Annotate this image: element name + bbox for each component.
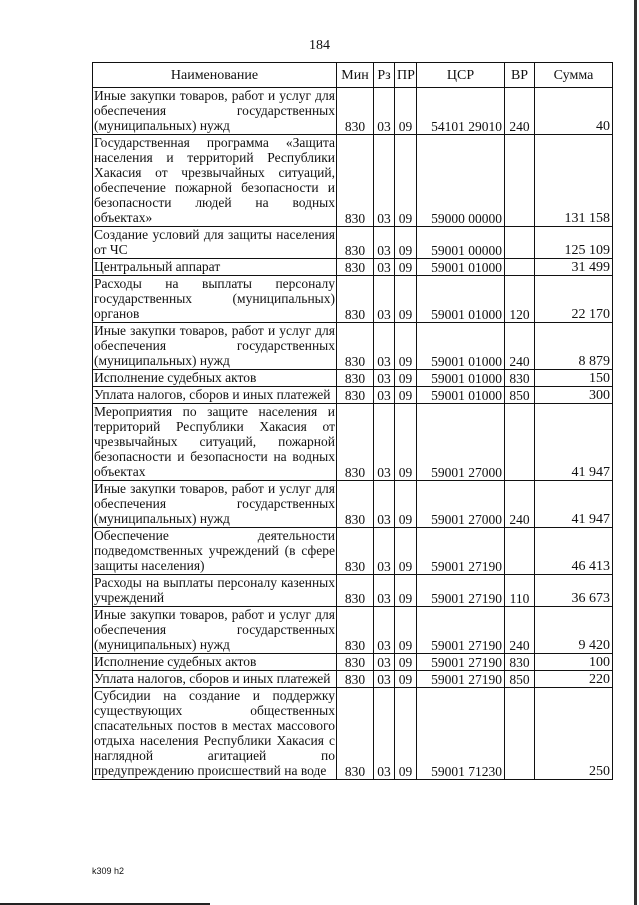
table-row xyxy=(93,370,613,387)
cell-sum: 250 xyxy=(535,688,613,780)
cell-rz: 03 xyxy=(374,387,395,404)
cell-sum: 9 420 xyxy=(535,607,613,654)
cell-sum: 31 499 xyxy=(535,259,613,276)
cell-name: Расходы на выплаты персоналу государственных (муниципальных) органов xyxy=(94,276,335,321)
cell-rz: 03 xyxy=(374,481,395,528)
cell-name: Создание условий для защиты населения от ЧС xyxy=(94,227,335,257)
cell-sum: 46 413 xyxy=(535,528,613,575)
cell-vr xyxy=(505,404,535,481)
cell-name: Мероприятия по защите населения и территорий Республики Хакасия от чрезвычайных ситуаций, пожарной безопасности и безопасности на водных объектах xyxy=(94,404,335,479)
budget-table xyxy=(92,62,613,780)
table-row xyxy=(93,404,613,481)
cell-pr: 09 xyxy=(395,135,417,227)
cell-vr: 110 xyxy=(505,575,535,607)
cell-sum: 131 158 xyxy=(535,135,613,227)
table-row xyxy=(93,688,613,780)
cell-vr xyxy=(505,259,535,276)
cell-min: 830 xyxy=(337,654,374,671)
cell-vr xyxy=(505,528,535,575)
cell-pr: 09 xyxy=(395,370,417,387)
cell-vr: 830 xyxy=(505,654,535,671)
header-csr: ЦСР xyxy=(417,63,505,88)
cell-name: Иные закупки товаров, работ и услуг для обеспечения государственных (муниципальных) нужд xyxy=(94,323,335,368)
cell-csr: 59001 27190 xyxy=(417,654,505,671)
cell-min: 830 xyxy=(337,481,374,528)
cell-vr: 240 xyxy=(505,88,535,135)
cell-vr xyxy=(505,227,535,259)
header-rz: Рз xyxy=(374,63,395,88)
table-row xyxy=(93,323,613,370)
cell-rz: 03 xyxy=(374,259,395,276)
cell-min: 830 xyxy=(337,671,374,688)
header-min: Мин xyxy=(337,63,374,88)
cell-sum: 300 xyxy=(535,387,613,404)
page-number: 184 xyxy=(309,38,330,53)
cell-pr: 09 xyxy=(395,259,417,276)
cell-name: Государственная программа «Защита населения и территорий Республики Хакасия от чрезвычайных ситуаций, обеспечение пожарной безопасности и безопасности людей на водных объектах» xyxy=(94,135,335,225)
cell-sum: 125 109 xyxy=(535,227,613,259)
cell-sum: 41 947 xyxy=(535,481,613,528)
cell-csr: 59001 27190 xyxy=(417,671,505,688)
cell-name: Обеспечение деятельности подведомственных учреждений (в сфере защиты населения) xyxy=(94,528,335,573)
cell-min: 830 xyxy=(337,370,374,387)
cell-pr: 09 xyxy=(395,276,417,323)
cell-vr: 850 xyxy=(505,671,535,688)
cell-name: Исполнение судебных актов xyxy=(93,370,337,387)
cell-pr: 09 xyxy=(395,323,417,370)
table-row xyxy=(93,88,613,135)
document-code: k309 h2 xyxy=(92,866,125,876)
cell-min: 830 xyxy=(337,607,374,654)
table-row xyxy=(93,671,613,688)
cell-sum: 150 xyxy=(535,370,613,387)
cell-csr: 59001 00000 xyxy=(417,227,505,259)
cell-min: 830 xyxy=(337,259,374,276)
cell-rz: 03 xyxy=(374,323,395,370)
cell-rz: 03 xyxy=(374,135,395,227)
cell-rz: 03 xyxy=(374,276,395,323)
cell-csr: 59001 27000 xyxy=(417,481,505,528)
header-sum: Сумма xyxy=(535,63,613,88)
cell-rz: 03 xyxy=(374,671,395,688)
cell-csr: 59001 01000 xyxy=(417,323,505,370)
cell-csr: 59001 01000 xyxy=(417,259,505,276)
cell-min: 830 xyxy=(337,227,374,259)
cell-pr: 09 xyxy=(395,575,417,607)
cell-min: 830 xyxy=(337,135,374,227)
cell-min: 830 xyxy=(337,404,374,481)
cell-vr: 850 xyxy=(505,387,535,404)
cell-csr: 59001 27190 xyxy=(417,575,505,607)
binding-edge xyxy=(634,0,637,905)
cell-rz: 03 xyxy=(374,575,395,607)
cell-rz: 03 xyxy=(374,688,395,780)
cell-pr: 09 xyxy=(395,387,417,404)
cell-vr: 240 xyxy=(505,607,535,654)
cell-vr: 120 xyxy=(505,276,535,323)
header-pr: ПР xyxy=(395,63,417,88)
header-vr: ВР xyxy=(505,63,535,88)
cell-rz: 03 xyxy=(374,404,395,481)
cell-pr: 09 xyxy=(395,481,417,528)
cell-min: 830 xyxy=(337,323,374,370)
cell-pr: 09 xyxy=(395,528,417,575)
header-name: Наименование xyxy=(93,63,337,88)
cell-name: Расходы на выплаты персоналу казенных учреждений xyxy=(94,575,335,605)
cell-sum: 36 673 xyxy=(535,575,613,607)
cell-min: 830 xyxy=(337,276,374,323)
table-row xyxy=(93,654,613,671)
cell-sum: 220 xyxy=(535,671,613,688)
cell-pr: 09 xyxy=(395,404,417,481)
cell-name: Иные закупки товаров, работ и услуг для обеспечения государственных (муниципальных) нужд xyxy=(94,88,335,133)
cell-sum: 41 947 xyxy=(535,404,613,481)
cell-name: Уплата налогов, сборов и иных платежей xyxy=(93,387,337,404)
cell-name: Центральный аппарат xyxy=(93,259,337,276)
table-row xyxy=(93,259,613,276)
cell-sum: 40 xyxy=(535,88,613,135)
cell-csr: 59001 27190 xyxy=(417,528,505,575)
cell-sum: 100 xyxy=(535,654,613,671)
table-row xyxy=(93,607,613,654)
cell-min: 830 xyxy=(337,88,374,135)
cell-csr: 54101 29010 xyxy=(417,88,505,135)
cell-csr: 59001 01000 xyxy=(417,276,505,323)
cell-rz: 03 xyxy=(374,528,395,575)
cell-min: 830 xyxy=(337,575,374,607)
cell-min: 830 xyxy=(337,387,374,404)
cell-pr: 09 xyxy=(395,654,417,671)
cell-pr: 09 xyxy=(395,607,417,654)
table-row xyxy=(93,276,613,323)
cell-csr: 59001 01000 xyxy=(417,387,505,404)
cell-csr: 59001 27190 xyxy=(417,607,505,654)
table-row xyxy=(93,575,613,607)
table-row xyxy=(93,227,613,259)
cell-vr xyxy=(505,688,535,780)
cell-rz: 03 xyxy=(374,607,395,654)
cell-csr: 59001 71230 xyxy=(417,688,505,780)
cell-name: Иные закупки товаров, работ и услуг для обеспечения государственных (муниципальных) нужд xyxy=(94,481,335,526)
cell-pr: 09 xyxy=(395,227,417,259)
cell-pr: 09 xyxy=(395,88,417,135)
cell-name: Субсидии на создание и поддержку существующих общественных спасательных постов в местах массового отдыха населения Республики Хакасия с наглядной агитацией по предупреждению происшествий на воде xyxy=(94,688,335,778)
cell-csr: 59001 27000 xyxy=(417,404,505,481)
table-body xyxy=(93,88,613,780)
cell-name: Исполнение судебных актов xyxy=(93,654,337,671)
cell-pr: 09 xyxy=(395,688,417,780)
cell-min: 830 xyxy=(337,688,374,780)
cell-pr: 09 xyxy=(395,671,417,688)
table-row xyxy=(93,387,613,404)
cell-vr: 240 xyxy=(505,481,535,528)
table-row xyxy=(93,528,613,575)
cell-rz: 03 xyxy=(374,88,395,135)
cell-rz: 03 xyxy=(374,654,395,671)
cell-rz: 03 xyxy=(374,227,395,259)
cell-csr: 59000 00000 xyxy=(417,135,505,227)
cell-vr: 240 xyxy=(505,323,535,370)
cell-min: 830 xyxy=(337,528,374,575)
cell-sum: 8 879 xyxy=(535,323,613,370)
cell-name: Уплата налогов, сборов и иных платежей xyxy=(93,671,337,688)
cell-name: Иные закупки товаров, работ и услуг для обеспечения государственных (муниципальных) нужд xyxy=(94,607,335,652)
cell-vr: 830 xyxy=(505,370,535,387)
table-row xyxy=(93,481,613,528)
cell-rz: 03 xyxy=(374,370,395,387)
cell-sum: 22 170 xyxy=(535,276,613,323)
cell-vr xyxy=(505,135,535,227)
header-row xyxy=(93,63,613,88)
table-row xyxy=(93,135,613,227)
cell-csr: 59001 01000 xyxy=(417,370,505,387)
